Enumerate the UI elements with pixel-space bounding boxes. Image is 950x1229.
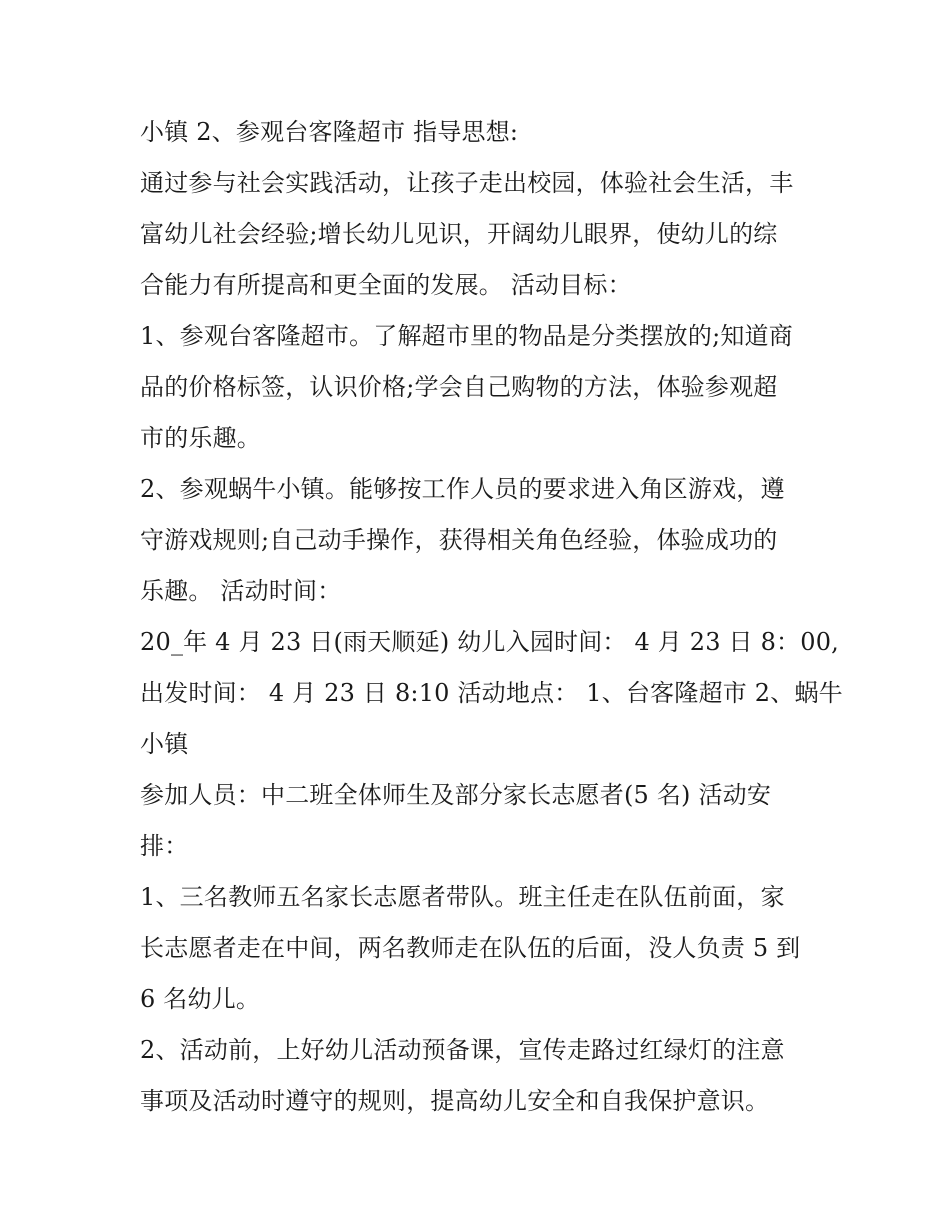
text-line: 守游戏规则;自己动手操作，获得相关角色经验，体验成功的 <box>140 526 778 554</box>
text-line: 1、参观台客隆超市。了解超市里的物品是分类摆放的;知道商 <box>140 322 793 350</box>
text-line: 通过参与社会实践活动，让孩子走出校园，体验社会生活，丰 <box>140 169 794 197</box>
document-body <box>140 107 843 1127</box>
text-line: 乐趣。 活动时间： <box>140 577 342 605</box>
text-line: 事项及活动时遵守的规则，提高幼儿安全和自我保护意识。 <box>140 1087 770 1115</box>
text-line: 6 名幼儿。 <box>140 985 261 1013</box>
text-line: 市的乐趣。 <box>140 424 261 452</box>
text-line: 参加人员：中二班全体师生及部分家长志愿者(5 名) 活动安 <box>140 781 772 809</box>
text-line: 出发时间： 4 月 23 日 8:10 活动地点： 1、台客隆超市 2、蜗牛 <box>140 679 843 707</box>
text-line: 20_年 4 月 23 日(雨天顺延) 幼儿入园时间： 4 月 23 日 8：00, <box>140 628 840 656</box>
text-line: 排： <box>140 832 189 860</box>
text-line: 富幼儿社会经验;增长幼儿见识，开阔幼儿眼界，使幼儿的综 <box>140 220 778 248</box>
text-line: 小镇 2、参观台客隆超市 指导思想: <box>140 118 519 146</box>
text-line: 1、三名教师五名家长志愿者带队。班主任走在队伍前面，家 <box>140 883 785 911</box>
text-line: 2、参观蜗牛小镇。能够按工作人员的要求进入角区游戏，遵 <box>140 475 785 503</box>
text-line: 2、活动前，上好幼儿活动预备课，宣传走路过红绿灯的注意 <box>140 1036 785 1064</box>
text-line: 合能力有所提高和更全面的发展。 活动目标： <box>140 271 632 299</box>
text-line: 小镇 <box>140 730 189 758</box>
text-line: 品的价格标签，认识价格;学会自己购物的方法，体验参观超 <box>140 373 778 401</box>
text-line: 长志愿者走在中间，两名教师走在队伍的后面，没人负责 5 到 <box>140 934 801 962</box>
